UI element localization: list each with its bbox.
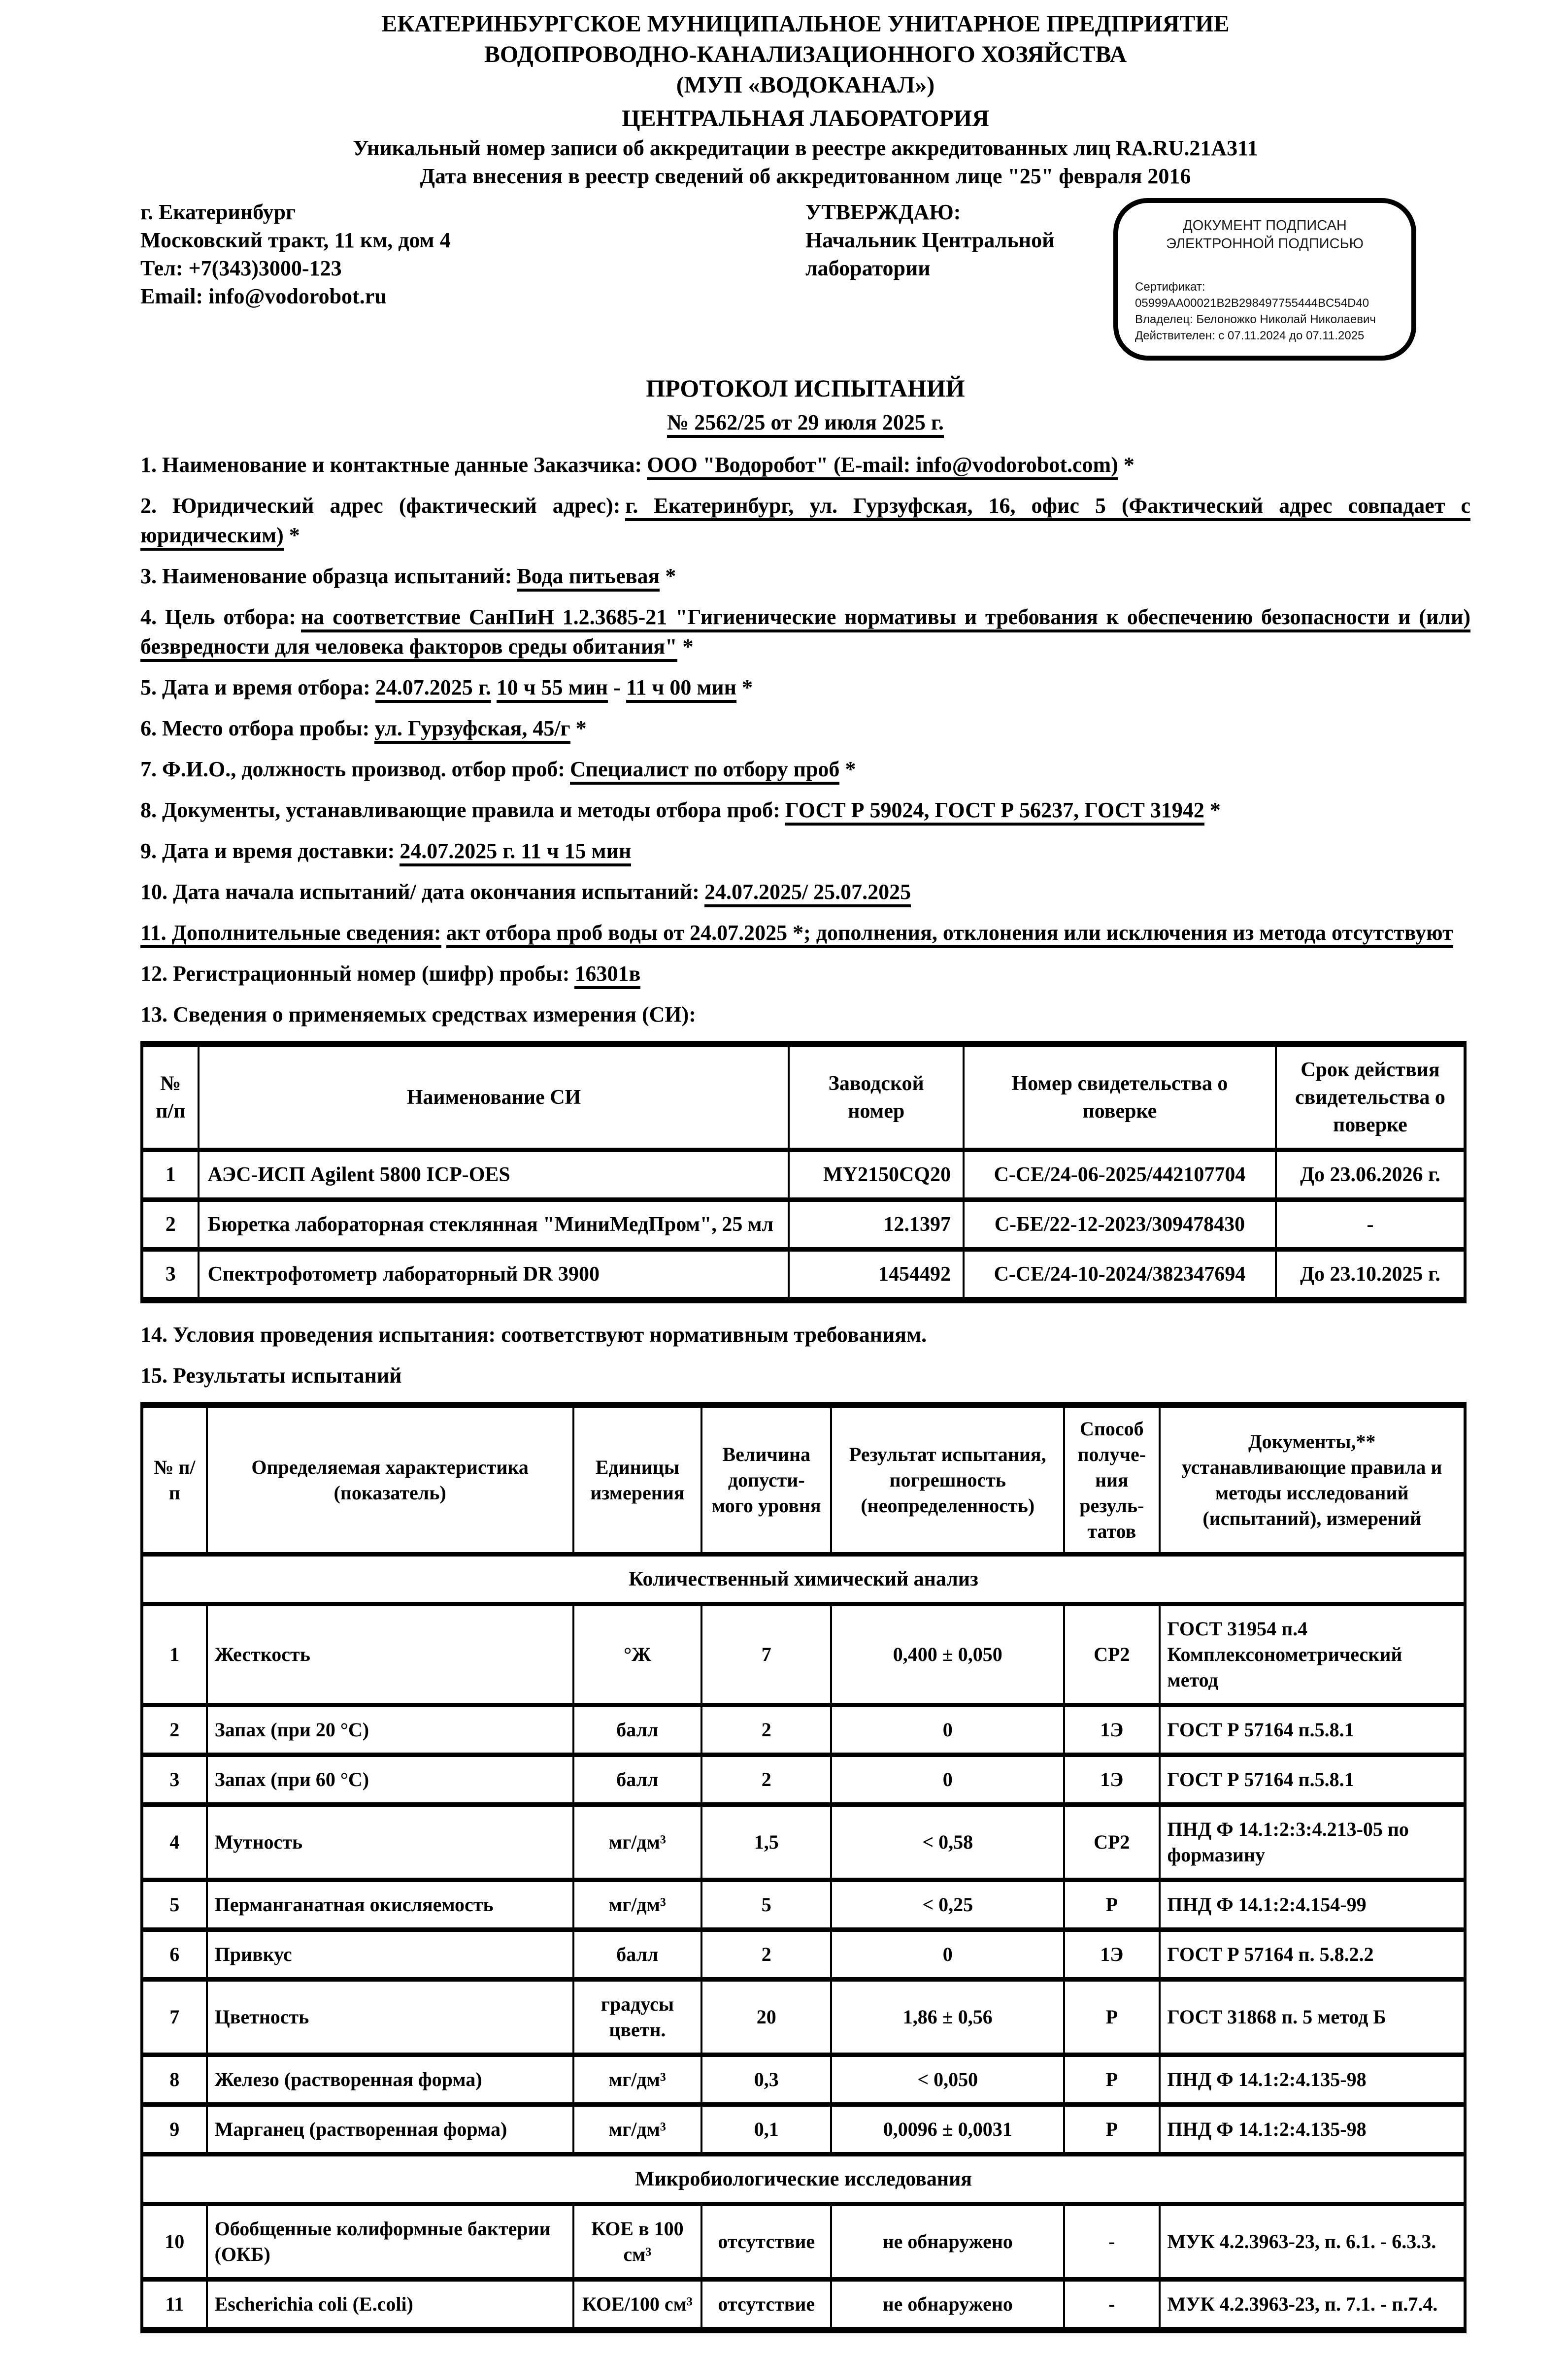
table-cell: 10: [142, 2204, 207, 2280]
table-cell: СР2: [1064, 1604, 1159, 1705]
item-suffix: *: [660, 564, 676, 588]
table-cell: 1Э: [1064, 1755, 1159, 1805]
column-header: Единицы измерения: [573, 1405, 702, 1555]
item-value: ГОСТ Р 59024, ГОСТ Р 56237, ГОСТ 31942: [785, 798, 1204, 826]
table-cell: градусы цветн.: [573, 1980, 702, 2055]
stamp-certificate: Сертификат: 05999AA00021B2B298497755444BC54D40: [1135, 280, 1369, 310]
table-cell: До 23.06.2026 г.: [1276, 1150, 1465, 1200]
signature-stamp: [1113, 198, 1416, 361]
approval-role-line-2: лаборатории: [805, 256, 931, 280]
section-row-chemical: [142, 1555, 1465, 1604]
table-cell: мг/дм³: [573, 1805, 702, 1880]
item-value: ул. Гурзуфская, 45/г: [374, 716, 570, 744]
protocol-items: [140, 450, 1470, 989]
table-cell: МУК 4.2.3963-23, п. 7.1. - п.7.4.: [1160, 2280, 1466, 2330]
table-cell: 6: [142, 1930, 207, 1980]
table-cell: Escherichia coli (E.coli): [207, 2280, 573, 2330]
table-cell: не обнаружено: [831, 2280, 1064, 2330]
table-cell: Железо (растворенная форма): [207, 2055, 573, 2105]
results-table: [140, 1402, 1467, 2333]
results-heading: 15. Результаты испытаний: [140, 1363, 402, 1388]
results-table-row: [142, 1980, 1465, 2055]
column-header: № п/п: [142, 1044, 199, 1150]
table-cell: 8: [142, 2055, 207, 2105]
table-cell: 0,1: [701, 2105, 831, 2154]
si-table-row: [142, 1150, 1465, 1200]
table-cell: мг/дм³: [573, 2105, 702, 2154]
table-cell: АЭС-ИСП Agilent 5800 ICP-OES: [199, 1150, 789, 1200]
protocol-title: ПРОТОКОЛ ИСПЫТАНИЙ: [646, 374, 965, 402]
conditions-text: 14. Условия проведения испытания: соответствуют нормативным требованиям.: [140, 1323, 927, 1347]
table-cell: 1: [142, 1150, 199, 1200]
table-cell: 2: [701, 1930, 831, 1980]
si-table-row: [142, 1200, 1465, 1250]
table-cell: 0: [831, 1930, 1064, 1980]
column-header: № п/п: [142, 1405, 207, 1555]
item-value: 24.07.2025 г. 11 ч 15 мин: [400, 839, 631, 866]
table-cell: не обнаружено: [831, 2204, 1064, 2280]
table-cell: С-СЕ/24-10-2024/382347694: [964, 1250, 1276, 1300]
table-cell: 1,86 ± 0,56: [831, 1980, 1064, 2055]
item-label: 6. Место отбора пробы:: [140, 716, 370, 740]
protocol-item-2: [140, 491, 1470, 550]
org-name-line-2: ВОДОПРОВОДНО-КАНАЛИЗАЦИОННОГО ХОЗЯЙСТВА: [484, 41, 1127, 67]
item-suffix: *: [677, 634, 694, 659]
table-cell: 3: [142, 1250, 199, 1300]
table-cell: ГОСТ Р 57164 п.5.8.1: [1160, 1755, 1466, 1805]
stamp-owner: Владелец: Белоножко Николай Николаевич: [1135, 313, 1376, 326]
results-table-row: [142, 1604, 1465, 1705]
protocol-item-7: [140, 755, 1470, 784]
table-cell: балл: [573, 1705, 702, 1755]
item-separator: -: [608, 675, 626, 699]
results-table-row: [142, 2280, 1465, 2330]
column-header: Способ получе-ния резуль-татов: [1064, 1405, 1159, 1555]
table-cell: 5: [701, 1880, 831, 1930]
approval-role-line-1: Начальник Центральной: [805, 228, 1055, 252]
item-label: 3. Наименование образца испытаний:: [140, 564, 512, 588]
accreditation-line-2: Дата внесения в реестр сведений об аккредитованном лице "25" февраля 2016: [420, 164, 1191, 188]
table-cell: -: [1276, 1200, 1465, 1250]
table-cell: Запах (при 60 °С): [207, 1755, 573, 1805]
item-label: 8. Документы, устанавливающие правила и методы отбора проб:: [140, 798, 780, 822]
table-cell: отсутствие: [701, 2280, 831, 2330]
table-cell: < 0,050: [831, 2055, 1064, 2105]
info-row: [140, 198, 1470, 361]
protocol-item-11: [140, 918, 1470, 948]
item-value: 10 ч 55 мин: [497, 675, 608, 703]
protocol-number-text: № 2562/25 от 29 июля 2025 г.: [667, 410, 944, 438]
table-cell: Запах (при 20 °С): [207, 1705, 573, 1755]
protocol-item-3: [140, 562, 1470, 591]
table-cell: 7: [142, 1980, 207, 2055]
results-table-row: [142, 1930, 1465, 1980]
table-cell: 9: [142, 2105, 207, 2154]
protocol-number: [140, 408, 1470, 437]
results-table-row: [142, 1805, 1465, 1880]
table-cell: 2: [142, 1200, 199, 1250]
table-cell: отсутствие: [701, 2204, 831, 2280]
stamp-details: [1135, 279, 1395, 344]
table-cell: MY2150CQ20: [789, 1150, 964, 1200]
table-cell: Р: [1064, 1880, 1159, 1930]
column-header: Срок действия свидетельства о поверке: [1276, 1044, 1465, 1150]
table-cell: ПНД Ф 14.1:2:4.135-98: [1160, 2055, 1466, 2105]
table-cell: 0,3: [701, 2055, 831, 2105]
table-cell: 1,5: [701, 1805, 831, 1880]
table-cell: 0: [831, 1755, 1064, 1805]
item-value: 11 ч 00 мин: [626, 675, 736, 703]
column-header: Определяемая характеристика (показатель): [207, 1405, 573, 1555]
item-suffix: *: [736, 675, 753, 699]
item-label: 4. Цель отбора:: [140, 605, 296, 629]
table-cell: ГОСТ 31868 п. 5 метод Б: [1160, 1980, 1466, 2055]
protocol-item-10: [140, 877, 1470, 907]
item-label: 1. Наименование и контактные данные Заказчика:: [140, 453, 642, 477]
protocol-item-12: [140, 959, 1470, 989]
contact-phone: Тел: +7(343)3000-123: [140, 256, 342, 280]
item-value: 24.07.2025/ 25.07.2025: [704, 880, 911, 907]
si-table-header-row: [142, 1044, 1465, 1150]
item-value: акт отбора проб воды от 24.07.2025 *; дополнения, отклонения или исключения из метода отсутствуют: [446, 921, 1453, 948]
table-cell: -: [1064, 2280, 1159, 2330]
lab-name: ЦЕНТРАЛЬНАЯ ЛАБОРАТОРИЯ: [622, 105, 989, 132]
protocol-item-5: [140, 673, 1470, 702]
section-row-microbiological: [142, 2154, 1465, 2204]
table-cell: ПНД Ф 14.1:2:4.154-99: [1160, 1880, 1466, 1930]
item-label: 7. Ф.И.О., должность производ. отбор проб:: [140, 757, 565, 781]
table-cell: 3: [142, 1755, 207, 1805]
column-header: Результат испытания, погрешность (неопределенность): [831, 1405, 1064, 1555]
table-cell: -: [1064, 2204, 1159, 2280]
column-header: Документы,** устанавливающие правила и методы исследований (испытаний), измерений: [1160, 1405, 1466, 1555]
item-value: ООО "Водоробот" (E-mail: info@vodorobot.com): [647, 453, 1118, 480]
stamp-title-line-2: ЭЛЕКТРОННОЙ ПОДПИСЬЮ: [1166, 236, 1364, 252]
table-cell: До 23.10.2025 г.: [1276, 1250, 1465, 1300]
table-cell: 20: [701, 1980, 831, 2055]
section-title: Количественный химический анализ: [142, 1555, 1465, 1604]
protocol-item-4: [140, 602, 1470, 662]
protocol-item-9: [140, 836, 1470, 866]
org-name-line-3: (МУП «ВОДОКАНАЛ»): [676, 72, 935, 98]
item-value: 24.07.2025 г.: [375, 675, 491, 703]
column-header: Наименование СИ: [199, 1044, 789, 1150]
table-cell: < 0,25: [831, 1880, 1064, 1930]
org-header: [140, 9, 1470, 190]
protocol-item-8: [140, 795, 1470, 825]
table-cell: балл: [573, 1755, 702, 1805]
table-cell: Марганец (растворенная форма): [207, 2105, 573, 2154]
table-cell: КОЕ/100 см³: [573, 2280, 702, 2330]
approval-title: УТВЕРЖДАЮ:: [805, 200, 961, 224]
table-cell: ПНД Ф 14.1:2:3:4.213-05 по формазину: [1160, 1805, 1466, 1880]
contact-email: Email: info@vodorobot.ru: [140, 284, 387, 308]
table-cell: 4: [142, 1805, 207, 1880]
column-header: Номер свидетельства о поверке: [964, 1044, 1276, 1150]
table-cell: 12.1397: [789, 1200, 964, 1250]
si-table: [140, 1041, 1467, 1303]
org-name-line-1: ЕКАТЕРИНБУРГСКОЕ МУНИЦИПАЛЬНОЕ УНИТАРНОЕ ПРЕДПРИЯТИЕ: [381, 11, 1230, 37]
protocol-item-1: [140, 450, 1470, 480]
table-cell: СР2: [1064, 1805, 1159, 1880]
table-cell: Цветность: [207, 1980, 573, 2055]
protocol-item-6: [140, 714, 1470, 743]
table-cell: Р: [1064, 2105, 1159, 2154]
table-cell: 2: [701, 1755, 831, 1805]
table-cell: мг/дм³: [573, 2055, 702, 2105]
stamp-validity: Действителен: с 07.11.2024 до 07.11.2025: [1135, 329, 1365, 342]
table-cell: КОЕ в 100 см³: [573, 2204, 702, 2280]
table-cell: 0: [831, 1705, 1064, 1755]
section-title: Микробиологические исследования: [142, 2154, 1465, 2204]
table-cell: ГОСТ Р 57164 п.5.8.1: [1160, 1705, 1466, 1755]
table-cell: С-БЕ/22-12-2023/309478430: [964, 1200, 1276, 1250]
table-cell: Жесткость: [207, 1604, 573, 1705]
results-table-row: [142, 1705, 1465, 1755]
si-table-heading: 13. Сведения о применяемых средствах измерения (СИ):: [140, 1002, 696, 1027]
item-value: 16301в: [574, 961, 640, 989]
table-cell: 1Э: [1064, 1930, 1159, 1980]
table-cell: < 0,58: [831, 1805, 1064, 1880]
table-cell: Обобщенные колиформные бактерии (ОКБ): [207, 2204, 573, 2280]
item-suffix: *: [1204, 798, 1221, 822]
contact-address: Московский тракт, 11 км, дом 4: [140, 228, 451, 252]
item-label: 11. Дополнительные сведения:: [140, 921, 441, 948]
table-cell: 2: [142, 1705, 207, 1755]
item-label: 12. Регистрационный номер (шифр) пробы:: [140, 961, 570, 986]
stamp-title-line-1: ДОКУМЕНТ ПОДПИСАН: [1183, 218, 1347, 233]
column-header: Заводской номер: [789, 1044, 964, 1150]
table-cell: 0,0096 ± 0,0031: [831, 2105, 1064, 2154]
results-table-header-row: [142, 1405, 1465, 1555]
results-table-row: [142, 1880, 1465, 1930]
table-cell: 1Э: [1064, 1705, 1159, 1755]
stamp-title: [1135, 217, 1395, 253]
item-text: [491, 675, 497, 699]
item-suffix: *: [283, 523, 300, 547]
item-suffix: *: [570, 716, 587, 740]
table-cell: 5: [142, 1880, 207, 1930]
accreditation-line-1: Уникальный номер записи об аккредитации в реестре аккредитованных лиц RA.RU.21А311: [353, 136, 1258, 160]
table-cell: балл: [573, 1930, 702, 1980]
item-label: 5. Дата и время отбора:: [140, 675, 370, 699]
table-cell: Бюретка лабораторная стеклянная "МиниМедПром", 25 мл: [199, 1200, 789, 1250]
table-cell: Привкус: [207, 1930, 573, 1980]
table-cell: 7: [701, 1604, 831, 1705]
table-cell: мг/дм³: [573, 1880, 702, 1930]
table-cell: ПНД Ф 14.1:2:4.135-98: [1160, 2105, 1466, 2154]
item-value: Специалист по отбору проб: [570, 757, 839, 785]
item-value: Вода питьевая: [517, 564, 660, 592]
item-value: на соответствие СанПиН 1.2.3685-21 "Гигиенические нормативы и требования к обеспечению безопасности и (или) безвредности для человека факторов среды обитания": [140, 605, 1470, 662]
table-cell: Мутность: [207, 1805, 573, 1880]
table-cell: Р: [1064, 1980, 1159, 2055]
table-cell: Спектрофотометр лабораторный DR 3900: [199, 1250, 789, 1300]
item-suffix: *: [1118, 453, 1134, 477]
table-cell: С-СЕ/24-06-2025/442107704: [964, 1150, 1276, 1200]
table-cell: ГОСТ Р 57164 п. 5.8.2.2: [1160, 1930, 1466, 1980]
results-table-row: [142, 1755, 1465, 1805]
table-cell: ГОСТ 31954 п.4 Комплексонометрический метод: [1160, 1604, 1466, 1705]
table-cell: 2: [701, 1705, 831, 1755]
results-table-row: [142, 2055, 1465, 2105]
column-header: Величина допусти-мого уровня: [701, 1405, 831, 1555]
item-label: 2. Юридический адрес (фактический адрес):: [140, 494, 621, 518]
table-cell: МУК 4.2.3963-23, п. 6.1. - 6.3.3.: [1160, 2204, 1466, 2280]
results-table-row: [142, 2204, 1465, 2280]
table-cell: Перманганатная окисляемость: [207, 1880, 573, 1930]
approval-block: [805, 198, 1101, 282]
item-suffix: *: [839, 757, 856, 781]
si-table-row: [142, 1250, 1465, 1300]
table-cell: 1: [142, 1604, 207, 1705]
item-label: 10. Дата начала испытаний/ дата окончания испытаний:: [140, 880, 700, 904]
table-cell: 1454492: [789, 1250, 964, 1300]
results-table-row: [142, 2105, 1465, 2154]
table-cell: 0,400 ± 0,050: [831, 1604, 1064, 1705]
table-cell: °Ж: [573, 1604, 702, 1705]
item-label: 9. Дата и время доставки:: [140, 839, 395, 863]
item-value: г. Екатеринбург, ул. Гурзуфская, 16, офис 5 (Фактический адрес совпадает с юридическим): [140, 494, 1470, 551]
table-cell: Р: [1064, 2055, 1159, 2105]
contact-city: г. Екатеринбург: [140, 200, 296, 224]
table-cell: 11: [142, 2280, 207, 2330]
contacts-block: [140, 198, 672, 310]
